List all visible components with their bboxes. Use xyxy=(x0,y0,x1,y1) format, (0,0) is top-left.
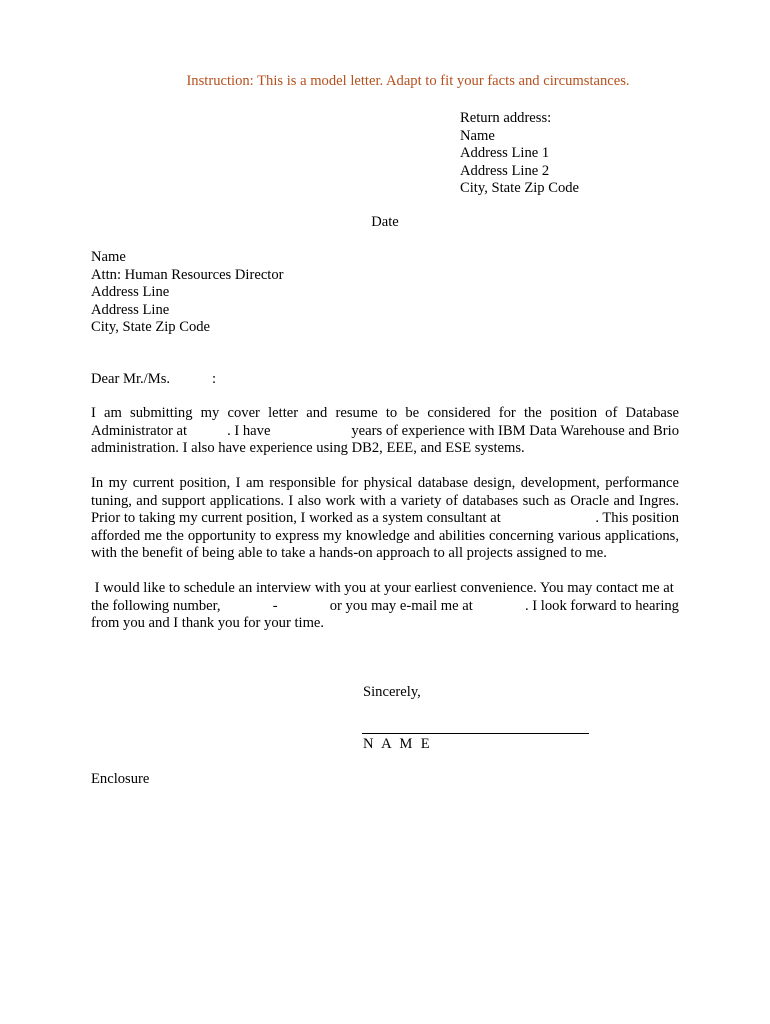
paragraph-line: from you and I thank you for your time. xyxy=(91,615,325,631)
paragraph-line: administration. I also have experience using DB2, EEE, and ESE systems. xyxy=(91,440,525,456)
recipient-address-line2: Address Line xyxy=(91,301,170,318)
paragraph-fragment: . I look forward to hearing xyxy=(524,597,679,614)
closing: Sincerely, xyxy=(363,684,421,700)
recipient-name: Name xyxy=(91,249,126,265)
return-address-line1: Address Line 1 xyxy=(460,145,550,161)
paragraph-fragment: Administrator at . I have xyxy=(91,422,271,439)
return-address-block xyxy=(460,110,579,198)
paragraph-line: with the benefit of being able to take a hands-on approach to all projects assigned to me. xyxy=(91,545,607,561)
body-paragraph-1 xyxy=(91,405,679,458)
instruction-note: Instruction: This is a model letter. Adapt to fit your facts and circumstances. xyxy=(186,73,630,89)
paragraph-fragment: years of experience with IBM Data Warehouse and Brio xyxy=(351,422,679,439)
signature-name: N A M E xyxy=(363,736,433,752)
recipient-address-block xyxy=(91,249,284,337)
paragraph-fragment: Prior to taking my current position, I worked as a system consultant at xyxy=(91,510,501,526)
recipient-city-state-zip: City, State Zip Code xyxy=(91,319,211,335)
return-address-city-state-zip: City, State Zip Code xyxy=(460,180,580,196)
paragraph-fragment: or you may e-mail me at xyxy=(329,597,473,614)
recipient-address-line1: Address Line xyxy=(91,284,170,300)
signature-line xyxy=(362,733,589,734)
body-paragraph-3 xyxy=(91,580,679,633)
paragraph-fragment: . This position xyxy=(595,510,679,526)
paragraph-line: tuning, and support applications. I also work with a variety of databases such as Oracle and Ingres. xyxy=(91,492,679,509)
salutation xyxy=(91,371,216,389)
paragraph-line: I would like to schedule an interview with you at your earliest convenience. You may contact me at xyxy=(91,580,674,596)
body-paragraph-2 xyxy=(91,475,679,563)
recipient-attn: Attn: Human Resources Director xyxy=(91,266,284,283)
paragraph-line: I am submitting my cover letter and resume to be considered for the position of Database xyxy=(91,405,679,421)
return-address-line2: Address Line 2 xyxy=(460,162,550,179)
paragraph-fragment: - xyxy=(272,597,278,614)
return-address-name: Name xyxy=(460,127,495,144)
enclosure-note: Enclosure xyxy=(91,771,150,787)
paragraph-fragment: the following number, xyxy=(91,597,221,614)
letter-date: Date xyxy=(371,214,399,230)
paragraph-line xyxy=(91,423,679,441)
paragraph-line xyxy=(91,598,679,616)
salutation-prefix: Dear Mr./Ms. xyxy=(91,371,171,387)
return-address-heading: Return address: xyxy=(460,110,552,126)
salutation-suffix: : xyxy=(212,371,217,387)
paragraph-line xyxy=(91,510,679,528)
paragraph-line: afforded me the opportunity to express my knowledge and abilities concerning various applications, xyxy=(91,527,679,544)
paragraph-line: In my current position, I am responsible for physical database design, development, performance xyxy=(91,475,679,491)
